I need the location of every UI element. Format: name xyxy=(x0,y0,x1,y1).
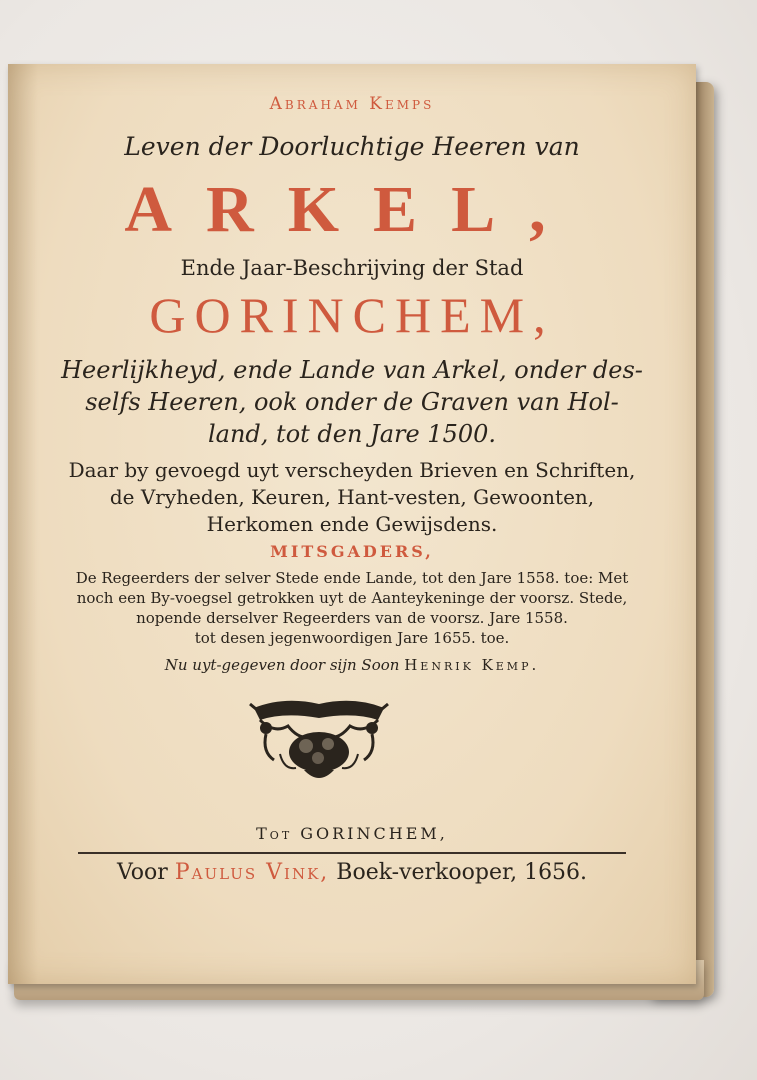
italic-line-1: Heerlijkheyd, ende Lande van Arkel, onder des- xyxy=(61,356,643,384)
printer-name: Paulus Vink, xyxy=(174,860,330,885)
place-line: Tot GORINCHEM, xyxy=(256,824,448,843)
main-title: ARKEL, xyxy=(124,173,580,246)
printers-ornament-icon xyxy=(244,694,394,786)
daar-line-2: de Vryheden, Keuren, Hant-vesten, Gewoonten, xyxy=(109,485,595,509)
editor-name: Henrik Kemp. xyxy=(404,656,540,674)
mitsgaders-heading: MITSGADERS, xyxy=(270,542,434,561)
regeerders-line-3: nopende derselver Regeerders van de voorsz. Jare 1558. xyxy=(136,609,568,627)
editor-prefix: Nu uyt-gegeven door sijn Soon xyxy=(164,656,400,674)
ende-line: Ende Jaar-Beschrijving der Stad xyxy=(180,256,524,280)
regeerders-line-2: noch een By-voegsel getrokken uyt de Aanteykeninge der voorsz. Stede, xyxy=(76,589,628,607)
daar-line-3: Herkomen ende Gewijsdens. xyxy=(206,512,498,536)
city-title: GORINCHEM, xyxy=(149,287,555,343)
regeerders-line-4: tot desen jegenwoordigen Jare 1655. toe. xyxy=(194,629,510,647)
daar-line-1: Daar by gevoegd uyt verscheyden Brieven en Schriften, xyxy=(68,458,636,482)
italic-line-3: land, tot den Jare 1500. xyxy=(207,420,497,448)
editor-line xyxy=(8,656,696,674)
subtitle-line: Leven der Doorluchtige Heeren van xyxy=(124,132,580,161)
italic-line-2: selfs Heeren, ook onder de Graven van Hol- xyxy=(85,388,619,416)
imprint-prefix: Voor xyxy=(116,860,168,885)
regeerders-line-1: De Regeerders der selver Stede ende Lande, tot den Jare 1558. toe: Met xyxy=(75,569,629,587)
imprint-line xyxy=(8,860,696,885)
imprint-rule xyxy=(78,852,626,854)
author-name: Abraham Kemps xyxy=(269,94,435,114)
title-page xyxy=(8,64,696,984)
imprint-suffix: Boek-verkooper, 1656. xyxy=(336,860,588,885)
